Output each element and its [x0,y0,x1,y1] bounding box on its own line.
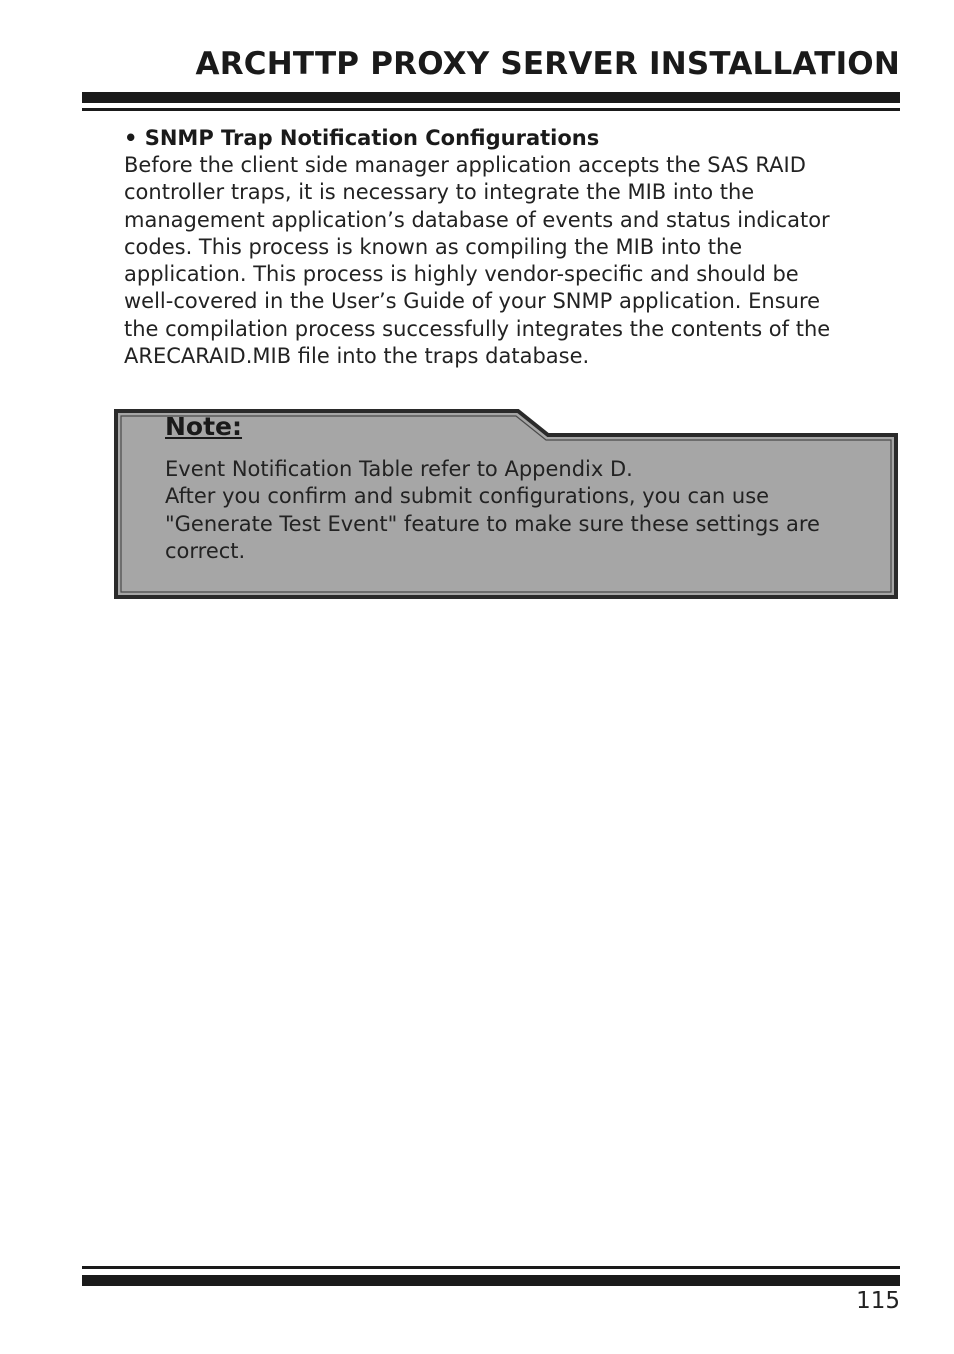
page-number: 115 [856,1288,900,1314]
body-line: the compilation process successfully integrates the contents of the [124,316,831,341]
note-title: Note: [165,412,243,441]
body-line: well-covered in the User’s Guide of your SNMP application. Ensure [124,289,821,314]
body-line: management application’s database of events and status indicator [124,207,830,232]
note-line: Event Notification Table refer to Appendix D. [165,457,633,481]
note-line: After you confirm and submit configurations, you can use [165,484,770,509]
header-rule-thick [82,92,900,103]
body-line: ARECARAID.MIB file into the traps database. [124,344,590,369]
body-line: codes. This process is known as compiling the MIB into the [124,234,743,259]
footer-rule-thin [82,1266,900,1269]
header-rule-thin [82,108,900,111]
section-heading: • SNMP Trap Notification Configurations [124,126,600,150]
body-line: application. This process is highly vendor-specific and should be [124,262,799,287]
body-line: Before the client side manager application accepts the SAS RAID [124,153,806,177]
note-line: correct. [165,538,246,563]
body-line: controller traps, it is necessary to integrate the MIB into the [124,180,755,205]
snmp-trap-section [124,124,900,370]
note-line: "Generate Test Event" feature to make sure these settings are [165,511,820,536]
page-title: ARCHTTP PROXY SERVER INSTALLATION [195,46,900,82]
note-body [165,456,890,565]
